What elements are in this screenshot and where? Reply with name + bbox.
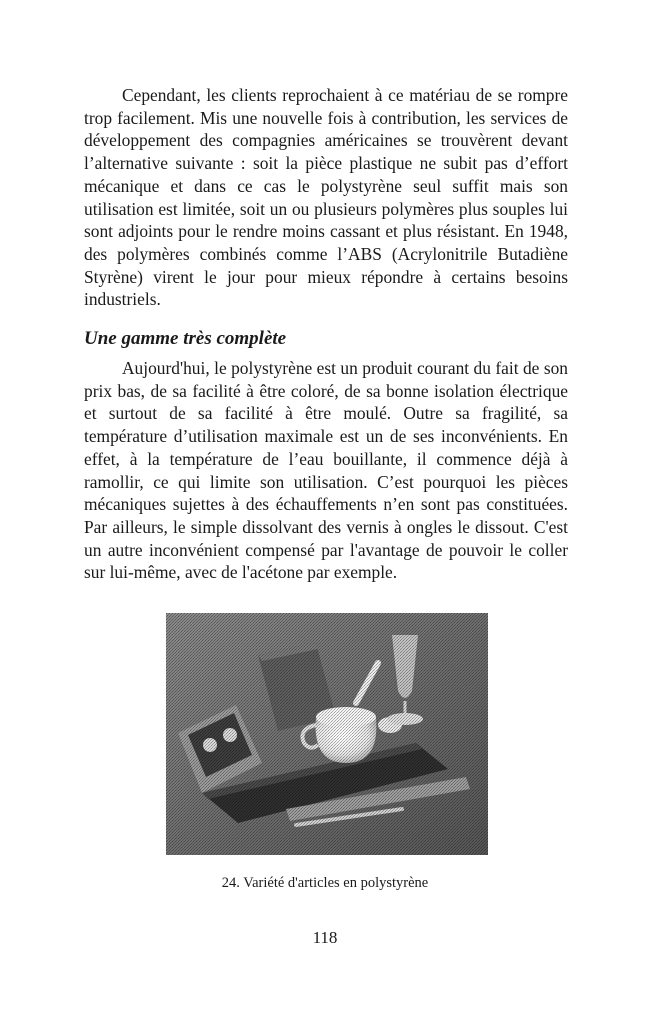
figure-caption: 24. Variété d'articles en polystyrène bbox=[221, 875, 429, 891]
paragraph-polystyrene-properties: Aujourd'hui, le polystyrène est un produit courant du fait de son prix bas, de sa facilité à être coloré, de sa bonne isolation électrique et surtout de sa facilité à être moulé. Outre sa fragilité, sa température d’utilisation maximale est un de ses inconvénients. En effet, à la température de l’eau bouillante, il commence déjà à ramollir, ce qui limite son utilisation. C’est pourquoi les pièces mécaniques sujettes à des échauffements n’en sont pas constituées. Par ailleurs, le simple dissolvant des vernis à ongles le dissout. C'est un autre inconvénient compensé par l'avantage de pouvoir le coller sur lui-même, avec de l'acétone par exemple. bbox=[84, 358, 568, 583]
paragraph-abs-history: Cependant, les clients reprochaient à ce matériau de se rompre trop facilement. Mis une nouvelle fois à contribution, les services de développement des compagnies américaines se trouvèrent devant l’alternative suivante : soit la pièce plastique ne subit pas d’effort mécanique et dans ce cas le polystyrène seul suffit mais son utilisation est limitée, soit un ou plusieurs polymères plus souples lui sont adjoints pour le rendre moins cassant et plus résistant. En 1948, des polymères combinés comme l’ABS (Acrylonitrile Butadiène Styrène) virent le jour pour mieux répondre à certains besoins industriels. bbox=[84, 85, 568, 310]
photo-polystyrene-articles bbox=[166, 613, 488, 855]
page-number: 118 bbox=[312, 928, 338, 947]
page-body bbox=[84, 84, 568, 584]
figure-polystyrene-articles bbox=[166, 613, 488, 855]
section-heading: Une gamme très complète bbox=[84, 328, 287, 350]
